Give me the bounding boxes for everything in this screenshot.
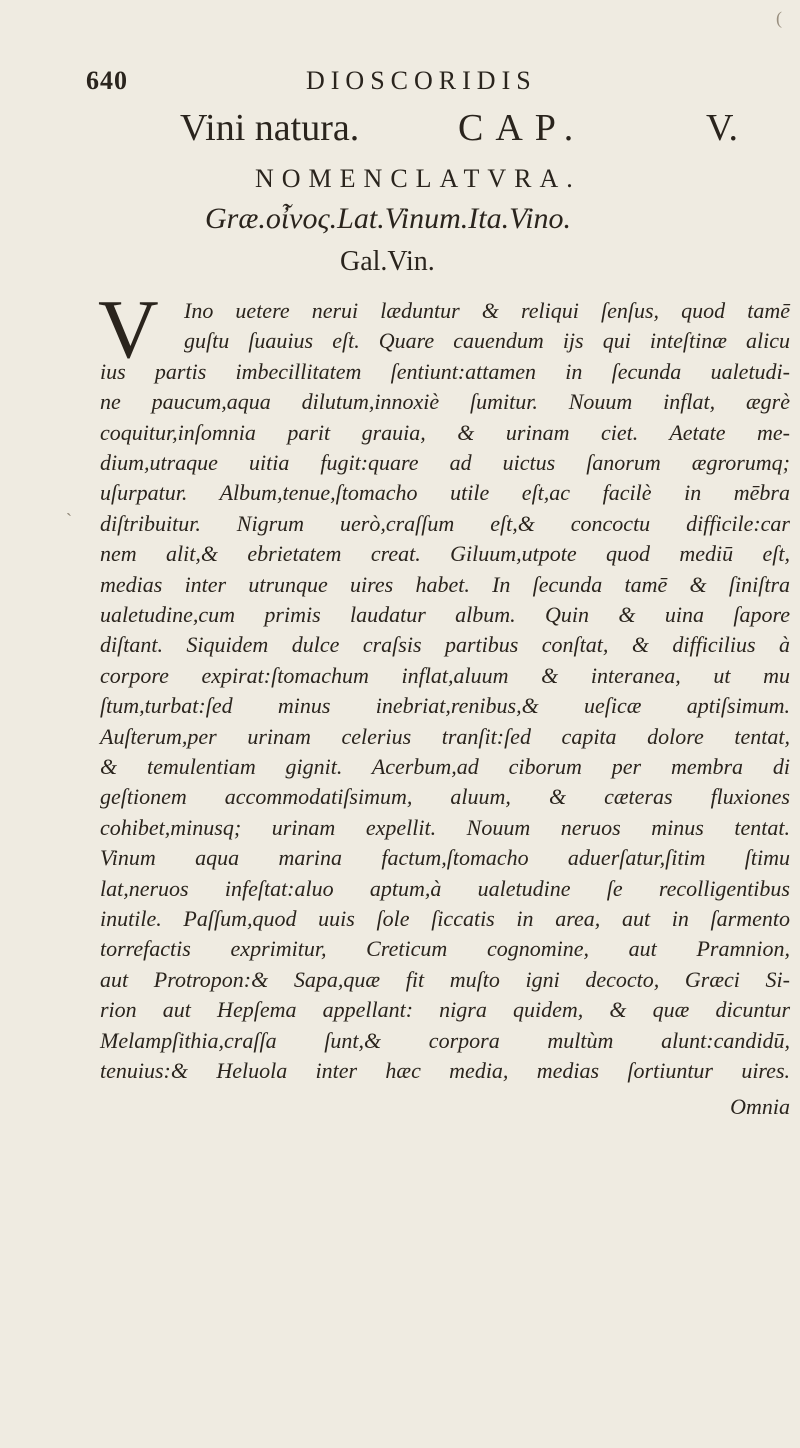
text-line: cohibet,minusq; urinam expellit. Nouum neruos minus tentat.: [100, 814, 790, 840]
text-line: nem alit,& ebrietatem creat. Giluum,utpote quod mediū eſt,: [100, 541, 790, 567]
chapter-heading: Vini natura.: [180, 107, 360, 149]
text-line: aut Protropon:& Sapa,quæ fit muſto igni decocto, Græci Si-: [100, 966, 790, 992]
text-line: Auſterum,per urinam celerius tranſit:ſed capita dolore tentat,: [100, 723, 790, 749]
margin-tick-mark: `: [66, 510, 72, 530]
text-line: Melampſithia,craſſa ſunt,& corpora multùm alunt:candidū,: [100, 1027, 790, 1053]
text-line: geſtionem accommodatiſsimum, aluum, & cæteras fluxiones: [100, 784, 790, 810]
nomenclature-gal: Gal.Vin.: [340, 246, 435, 277]
text-line: guſtu ſuauius eſt. Quare cauendum ijs qui inteſtinæ alicu: [184, 328, 790, 354]
page-number: 640: [86, 66, 128, 95]
text-line: corpore expirat:ſtomachum inflat,aluum & interanea, ut mu: [100, 662, 790, 688]
text-line: Vinum aqua marina factum,ſtomacho aduerſatur,ſitim ſtimu: [100, 845, 790, 871]
text-line: tenuius:& Heluola inter hæc media, medias ſortiuntur uires.: [100, 1058, 790, 1083]
page-edge-mark: (: [776, 8, 782, 28]
text-line: ualetudine,cum primis laudatur album. Quin & uina ſapore: [100, 602, 790, 627]
text-line: ne paucum,aqua dilutum,innoxiè ſumitur. Nouum inflat, ægrè: [100, 389, 790, 415]
text-line: inutile. Paſſum,quod uuis ſole ſiccatis in area, aut in ſarmento: [100, 906, 790, 931]
chapter-number: V.: [706, 107, 739, 149]
chapter-label: CAP.: [458, 107, 586, 149]
text-line: ius partis imbecillitatem ſentiunt:attamen in ſecunda ualetudi-: [100, 358, 790, 384]
text-line: ſtum,turbat:ſed minus inebriat,renibus,& ueſicæ aptiſsimum.: [100, 693, 790, 719]
text-line: torrefactis exprimitur, Creticum cognomine, aut Pramnion,: [100, 936, 790, 962]
text-line: diſtribuitur. Nigrum uerò,craſſum eſt,& concoctu difficile:car: [100, 510, 790, 536]
text-line: Ino uetere nerui læduntur & reliqui ſenſus, quod tamē: [184, 298, 790, 323]
text-line: medias inter utrunque uires habet. In ſecunda tamē & ſiniſtra: [100, 571, 790, 597]
nomenclature-label: NOMENCLATVRA.: [255, 164, 581, 193]
catchword: Omnia: [730, 1094, 790, 1120]
text-line: dium,utraque uitia fugit:quare ad uictus ſanorum ægrorumq;: [100, 450, 790, 475]
text-line: lat,neruos infeſtat:aluo aptum,à ualetudine ſe recolligentibus: [100, 875, 790, 901]
drop-cap: V: [98, 283, 159, 376]
running-head: DIOSCORIDIS: [306, 66, 537, 95]
text-line: diſtant. Siquidem dulce craſsis partibus conſtat, & difficilius à: [100, 632, 790, 658]
nomenclature-names: Græ.οἶνος.Lat.Vinum.Ita.Vino.: [205, 202, 572, 235]
text-line: coquitur,inſomnia parit grauia, & urinam ciet. Aetate me-: [100, 419, 790, 445]
text-line: uſurpatur. Album,tenue,ſtomacho utile eſt,ac facilè in mēbra: [100, 480, 790, 506]
text-line: rion aut Hepſema appellant: nigra quidem, & quæ dicuntur: [100, 997, 790, 1023]
text-line: & temulentiam gignit. Acerbum,ad ciborum per membra di: [100, 754, 790, 779]
